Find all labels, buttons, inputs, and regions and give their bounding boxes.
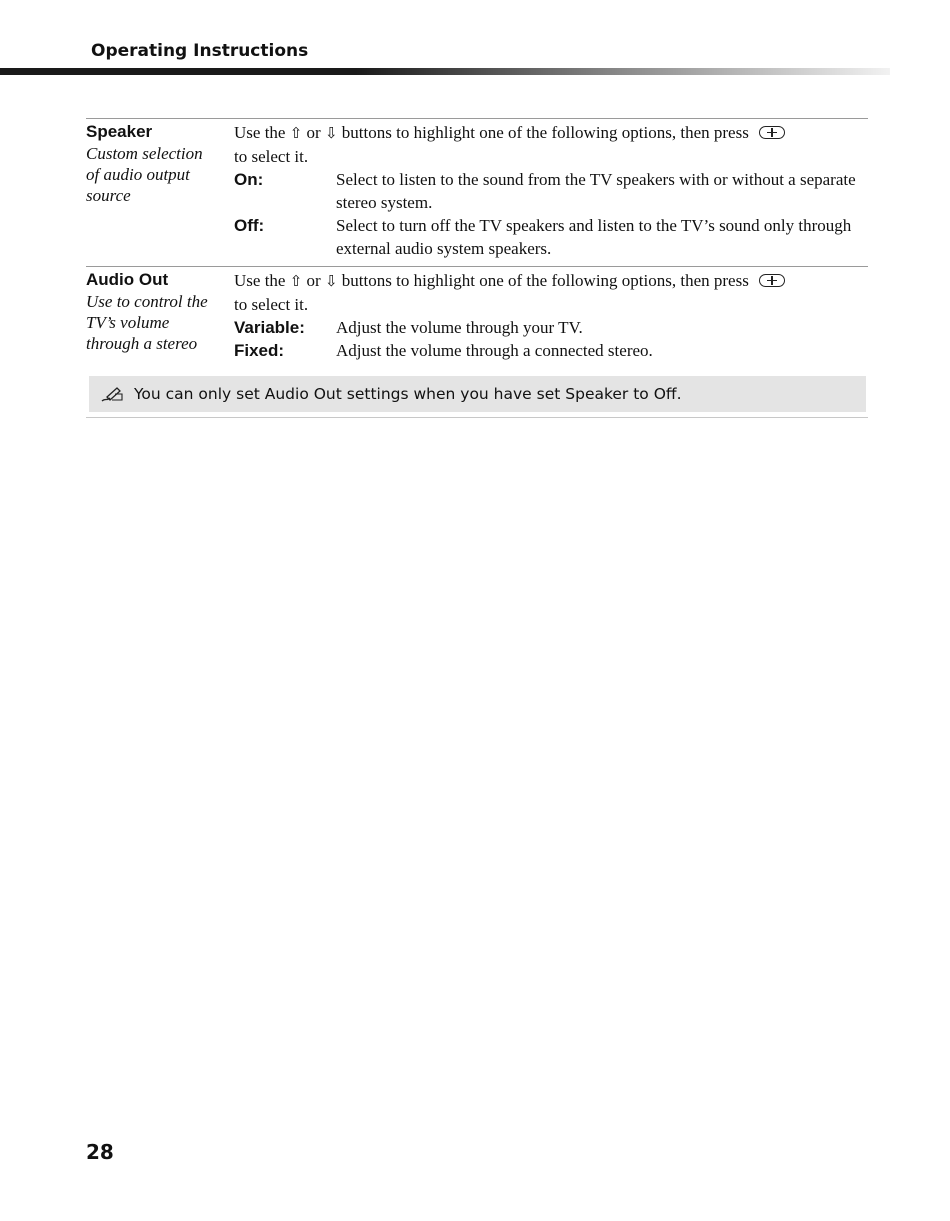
note-pencil-icon — [100, 385, 124, 403]
option-item — [234, 316, 868, 339]
enter-button-icon — [759, 126, 785, 139]
note-box — [89, 376, 866, 412]
option-description: Adjust the volume through your TV. — [336, 318, 583, 337]
setting-instructions: Use the ⇧ or ⇩ buttons to highlight one of the following options, then press to select it. — [234, 269, 868, 316]
page-number: 28 — [86, 1140, 114, 1164]
setting-description: Custom selection of audio output source — [86, 144, 203, 205]
option-description: Select to turn off the TV speakers and listen to the TV’s sound only through external audio system speakers. — [336, 216, 852, 258]
option-item — [234, 339, 868, 362]
option-description: Adjust the volume through a connected stereo. — [336, 341, 653, 360]
setting-name: Audio Out — [86, 270, 169, 289]
note-text: You can only set Audio Out settings when you have set Speaker to Off. — [134, 385, 682, 403]
setting-row-audio-out — [86, 267, 868, 369]
up-arrow-icon: ⇧ — [289, 272, 303, 290]
up-arrow-icon: ⇧ — [289, 124, 303, 142]
option-item — [234, 168, 868, 214]
note-divider — [86, 417, 868, 418]
option-name: On: — [234, 170, 264, 189]
down-arrow-icon: ⇩ — [324, 272, 338, 290]
option-name: Fixed: — [234, 341, 285, 360]
option-description: Select to listen to the sound from the TV speakers with or without a separate stereo system. — [336, 170, 856, 212]
setting-description: Use to control the TV’s volume through a stereo — [86, 292, 208, 353]
option-name: Variable: — [234, 318, 305, 337]
down-arrow-icon: ⇩ — [324, 124, 338, 142]
setting-row-speaker — [86, 119, 868, 267]
header-rule — [0, 68, 890, 75]
enter-button-icon — [759, 274, 785, 287]
settings-table — [86, 118, 868, 368]
option-item — [234, 214, 868, 260]
option-name: Off: — [234, 216, 265, 235]
setting-name: Speaker — [86, 122, 153, 141]
page-header-title: Operating Instructions — [91, 41, 309, 61]
setting-instructions: Use the ⇧ or ⇩ buttons to highlight one of the following options, then press to select it. — [234, 121, 868, 168]
